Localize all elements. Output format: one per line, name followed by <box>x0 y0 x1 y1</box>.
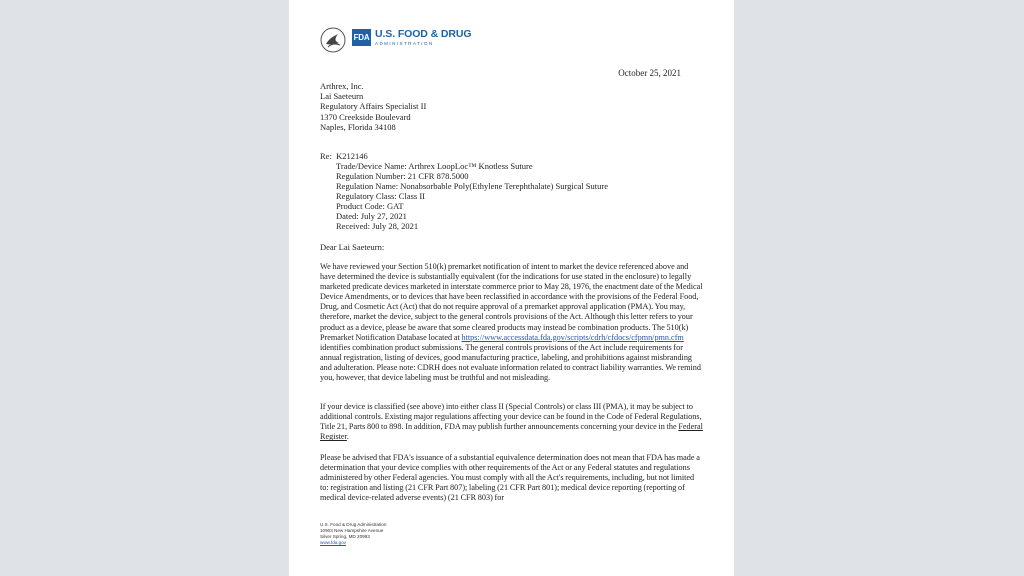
fda-badge: FDA <box>352 29 371 46</box>
re-line: Product Code: GAT <box>336 201 404 211</box>
hhs-seal-icon <box>320 27 346 53</box>
pmn-database-link[interactable]: https://www.accessdata.fda.gov/scripts/cdrh/cfdocs/cfpmn/pmn.cfm <box>461 332 684 342</box>
re-line: Regulation Name: Nonabsorbable Poly(Ethylene Terephthalate) Surgical Suture <box>336 181 608 191</box>
agency-name: U.S. FOOD & DRUG <box>375 28 472 40</box>
re-line: Trade/Device Name: Arthrex LoopLoc™ Knotless Suture <box>336 161 533 171</box>
recipient-address <box>320 81 426 132</box>
address-line: 1370 Creekside Boulevard <box>320 111 411 122</box>
re-line: Dated: July 27, 2021 <box>336 211 407 221</box>
agency-subtitle: ADMINISTRATION <box>375 41 434 46</box>
footer-line: 10903 New Hampshire Avenue <box>320 528 384 533</box>
footer-line: U.S. Food & Drug Administration <box>320 522 387 527</box>
footer-website-link[interactable]: www.fda.gov <box>320 540 347 545</box>
address-line: Lai Saeteurn <box>320 91 364 102</box>
footer-line: Silver Spring, MD 20993 <box>320 534 370 539</box>
address-line: Arthrex, Inc. <box>320 81 364 91</box>
re-label: Re: <box>320 151 332 161</box>
salutation: Dear Lai Saeteurn: <box>320 242 385 252</box>
paragraph-text: identifies combination product submissions. The general controls provisions of the Act include requirements for annual registration, listing of devices, good manufacturing practice, labeling, and prohibitions against misbranding and adulteration. Please note: CDRH does not evaluate information related to contract liability warranties. We remind you, however, that device labeling must be truthful and not misleading. <box>320 342 701 383</box>
paragraph-2 <box>320 402 704 442</box>
letter-footer <box>320 522 386 546</box>
letter-page <box>289 0 734 576</box>
re-line: Received: July 28, 2021 <box>336 221 419 231</box>
re-line: Regulation Number: 21 CFR 878.5000 <box>336 171 469 181</box>
letter-date: October 25, 2021 <box>618 68 681 78</box>
re-heading <box>320 151 608 161</box>
paragraph-3: Please be advised that FDA's issuance of a substantial equivalence determination does not mean that FDA has made a determination that your device complies with other requirements of the Act or any Federal statutes and regulations administered by other Federal agencies. You must comply with all the Act's requirements, including, but not limited to: registration and listing (21 CFR Part 807); labeling (21 CFR Part 801); medical device reporting (reporting of medical device-related adverse events) (21 CFR 803) for <box>320 453 700 503</box>
paragraph-text: If your device is classified (see above) into either class II (Special Controls) or class III (PMA), it may be subject to additional controls. Existing major regulations affecting your device can be found in the Code of Federal Regulations, Title 21, Parts 800 to 898. In addition, FDA may publish further announcements concerning your device in the <box>320 402 702 432</box>
federal-register-text: Federal Register <box>320 422 703 442</box>
re-number: K212146 <box>336 151 368 161</box>
address-line: Naples, Florida 34108 <box>320 121 396 132</box>
paragraph-text: . <box>346 432 349 442</box>
paragraph-text: We have reviewed your Section 510(k) premarket notification of intent to market the device referenced above and have determined the device is substantially equivalent (for the indications for use stated in the enclosure) to legally marketed predicate devices marketed in interstate commerce prior to May 28, 1976, the enactment date of the Medical Device Amendments, or to devices that have been reclassified in accordance with the provisions of the Federal Food, Drug, and Cosmetic Act (Act) that do not require approval of a premarket approval application (PMA). You may, therefore, market the device, subject to the general controls provisions of the Act. Although this letter refers to your product as a device, please be aware that some cleared products may instead be combination products. The 510(k) Premarket Notification Database located at <box>320 262 703 342</box>
paragraph-1 <box>320 262 704 383</box>
reference-block <box>320 151 608 231</box>
address-line: Regulatory Affairs Specialist II <box>320 101 427 112</box>
re-line: Regulatory Class: Class II <box>336 191 426 201</box>
